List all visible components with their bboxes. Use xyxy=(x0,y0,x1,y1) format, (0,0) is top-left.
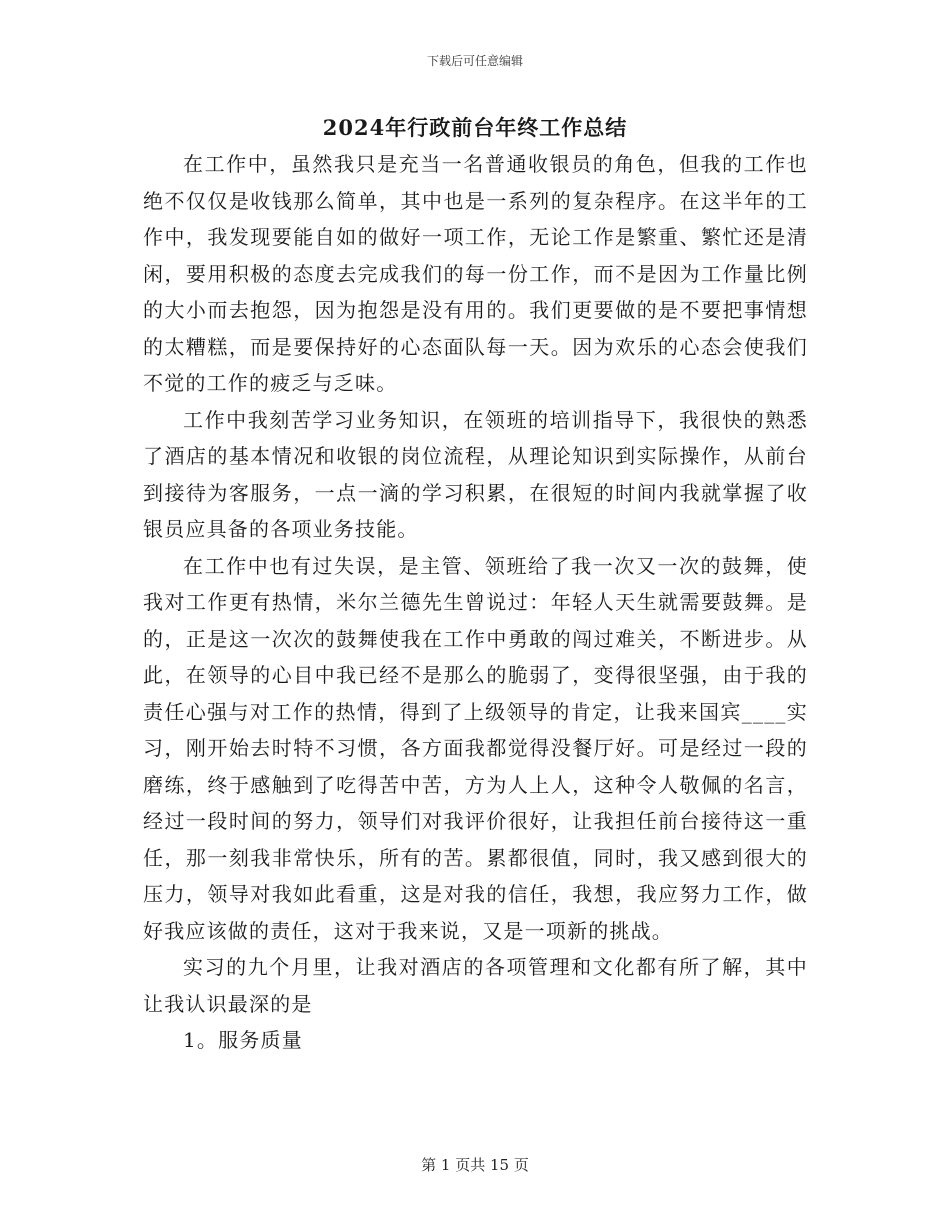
document-title: 2024年行政前台年终工作总结 xyxy=(322,115,628,140)
document-body xyxy=(143,146,808,1059)
page-number: 第 1 页共 15 页 xyxy=(421,1156,529,1174)
list-item: 1。服务质量 xyxy=(183,1028,303,1052)
paragraph: 在工作中也有过失误，是主管、领班给了我一次又一次的鼓舞，使我对工作更有热情，米尔兰德先生曾说过：年轻人天生就需要鼓舞。是的，正是这一次次的鼓舞使我在工作中勇敢的闯过难关，不断进步。从此，在领导的心目中我已经不是那么的脆弱了，变得很坚强，由于我的责任心强与对工作的热情，得到了上级领导的肯定，让我来国宾____实习，刚开始去时特不习惯，各方面我都觉得没餐厅好。可是经过一段的磨练，终于感触到了吃得苦中苦，方为人上人，这种令人敬佩的名言，经过一段时间的努力，领导们对我评价很好，让我担任前台接待这一重任，那一刻我非常快乐，所有的苦。累都很值，同时，我又感到很大的压力，领导对我如此看重，这是对我的信任，我想，我应努力工作，做好我应该做的责任，这对于我来说，又是一项新的挑战。 xyxy=(143,553,808,943)
header-note: 下载后可任意编辑 xyxy=(426,54,523,68)
paragraph: 实习的九个月里，让我对酒店的各项管理和文化都有所了解，其中让我认识最深的是 xyxy=(143,955,808,1016)
paragraph: 工作中我刻苦学习业务知识，在领班的培训指导下，我很快的熟悉了酒店的基本情况和收银的岗位流程，从理论知识到实际操作，从前台到接待为客服务，一点一滴的学习积累，在很短的时间内我就掌握了收银员应具备的各项业务技能。 xyxy=(143,407,808,541)
paragraph: 在工作中，虽然我只是充当一名普通收银员的角色，但我的工作也绝不仅仅是收钱那么简单，其中也是一系列的复杂程序。在这半年的工作中，我发现要能自如的做好一项工作，无论工作是繁重、繁忙还是清闲，要用积极的态度去完成我们的每一份工作，而不是因为工作量比例的大小而去抱怨，因为抱怨是没有用的。我们更要做的是不要把事情想的太糟糕，而是要保持好的心态面队每一天。因为欢乐的心态会使我们不觉的工作的疲乏与乏味。 xyxy=(143,152,808,395)
